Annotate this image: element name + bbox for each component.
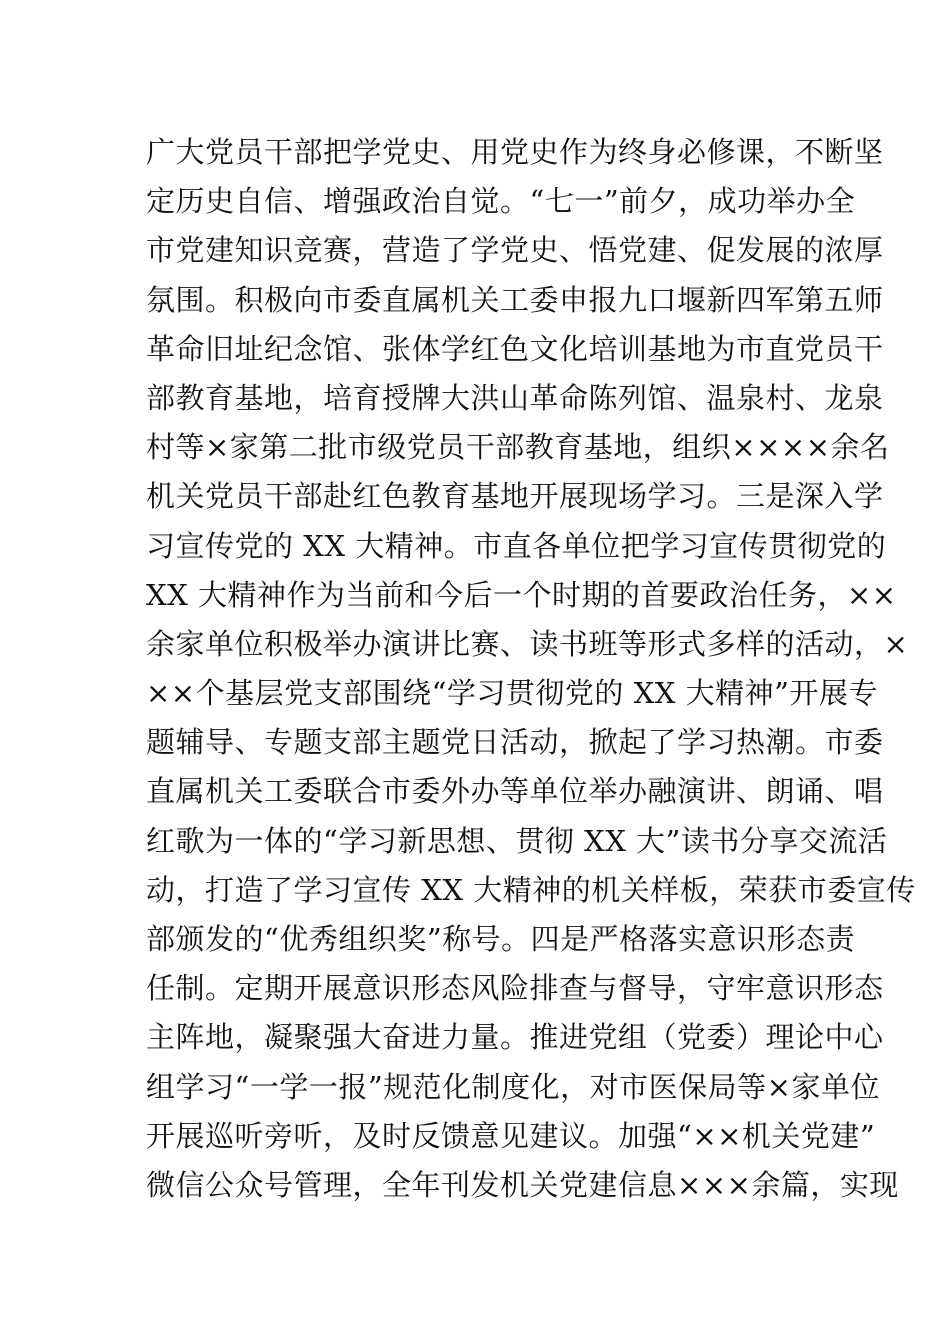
body-paragraph: [146, 128, 916, 1210]
text-line-14: 直属机关工委联合市委外办等单位举办融演讲、朗诵、唱: [146, 774, 884, 809]
text-line-16: 动，打造了学习宣传 XX 大精神的机关样板，荣获市委宣传: [146, 872, 916, 907]
text-line-11: 余家单位积极举办演讲比赛、读书班等形式多样的活动，×: [146, 626, 909, 661]
text-line-1: 广大党员干部把学党史、用党史作为终身必修课，不断坚: [146, 135, 884, 169]
text-line-20: 组学习“一学一报”规范化制度化，对市医保局等×家单位: [146, 1069, 880, 1104]
text-line-5: 革命旧址纪念馆、张体学红色文化培训基地为市直党员干: [146, 331, 884, 366]
text-line-18: 任制。定期开展意识形态风险排查与督导，守牢意识形态: [146, 971, 884, 1006]
text-line-19: 主阵地，凝聚强大奋进力量。推进党组（党委）理论中心: [146, 1020, 884, 1055]
text-line-15: 红歌为一体的“学习新思想、贯彻 XX 大”读书分享交流活: [146, 823, 888, 858]
text-line-13: 题辅导、专题支部主题党日活动，掀起了学习热潮。市委: [146, 725, 884, 760]
text-line-8: 机关党员干部赴红色教育基地开展现场学习。三是深入学: [146, 479, 884, 514]
text-line-12: ××个基层党支部围绕“学习贯彻党的 XX 大精神”开展专: [146, 676, 878, 711]
text-line-22: 微信公众号管理，全年刊发机关党建信息×××余篇，实现: [146, 1167, 899, 1202]
text-line-21: 开展巡听旁听，及时反馈意见建议。加强“××机关党建”: [146, 1118, 876, 1153]
text-line-7: 村等×家第二批市级党员干部教育基地，组织××××余名: [146, 430, 890, 465]
text-line-17: 部颁发的“优秀组织奖”称号。四是严格落实意识形态责: [146, 922, 856, 956]
text-line-6: 部教育基地，培育授牌大洪山革命陈列馆、温泉村、龙泉: [146, 380, 884, 415]
text-line-4: 氛围。积极向市委直属机关工委申报九口堰新四军第五师: [146, 282, 884, 317]
text-line-3: 市党建知识竞赛，营造了学党史、悟党建、促发展的浓厚: [146, 233, 884, 268]
text-line-9: 习宣传党的 XX 大精神。市直各单位把学习宣传贯彻党的: [146, 528, 887, 563]
text-line-10: XX 大精神作为当前和今后一个时期的首要政治任务，××: [146, 577, 897, 612]
text-line-2: 定历史自信、增强政治自觉。“七一”前夕，成功举办全: [146, 184, 856, 219]
